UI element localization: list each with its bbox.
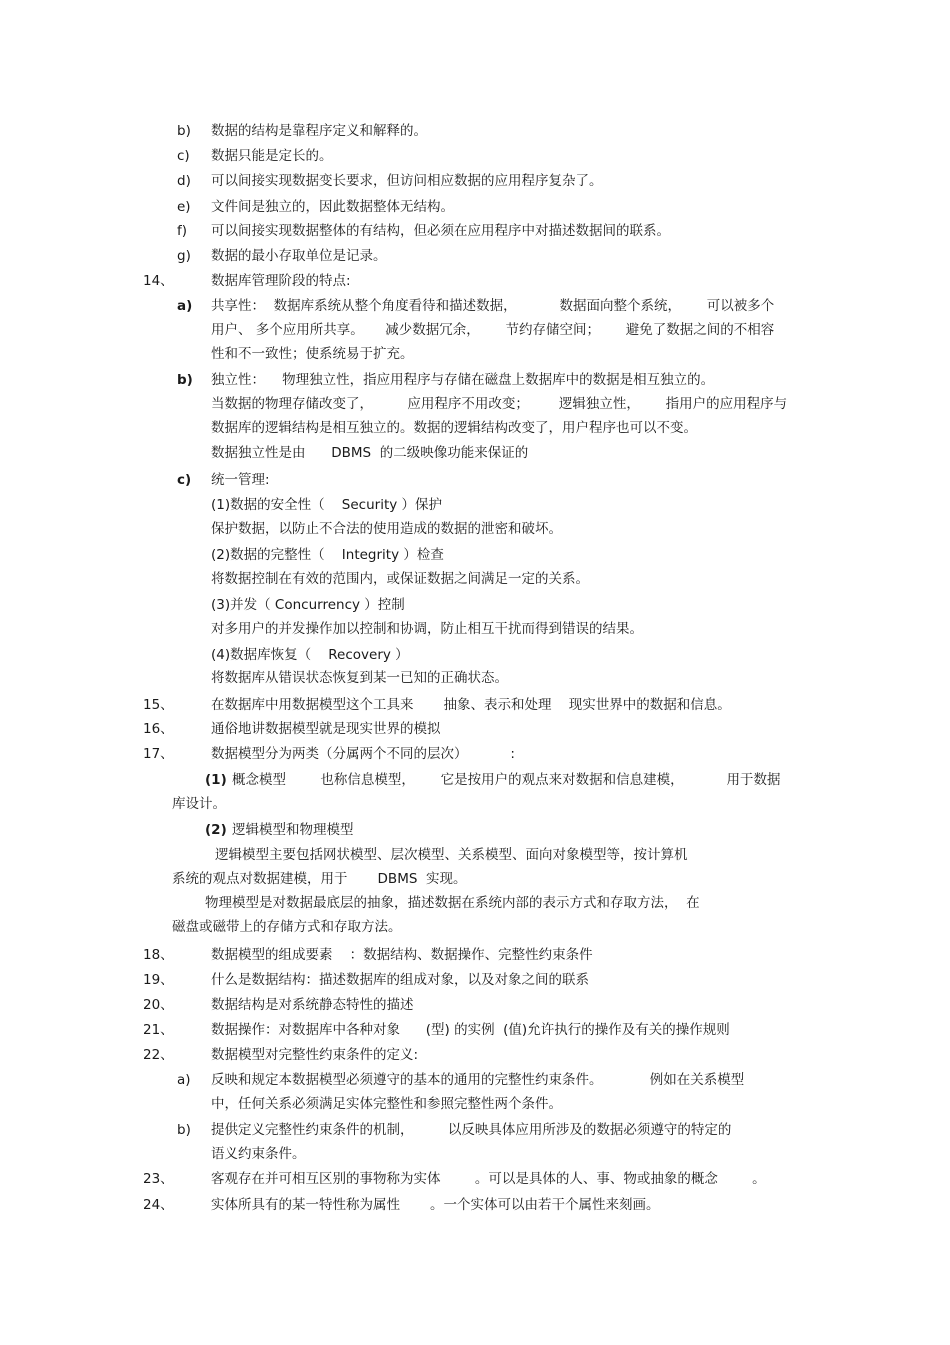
text-line: 当数据的物理存储改变了， 应用程序不用改变； 逻辑独立性， 指用户的应用程序与 — [211, 396, 788, 412]
list-marker: b) — [177, 1122, 191, 1138]
text-line: 逻辑模型和物理模型 — [232, 822, 354, 838]
text-line: 数据结构是对系统静态特性的描述 — [211, 997, 414, 1013]
list-marker: (2) — [205, 822, 227, 838]
text-line: 概念模型 也称信息模型， 它是按用户的观点来对数据和信息建模， 用于数据 — [232, 772, 781, 788]
text-line: 文件间是独立的，因此数据整体无结构。 — [211, 199, 454, 215]
list-marker: g) — [177, 248, 191, 264]
list-marker: e) — [177, 199, 191, 215]
text-line: 数据的最小存取单位是记录。 — [211, 248, 387, 264]
text-line: 可以间接实现数据整体的有结构，但必须在应用程序中对描述数据间的联系。 — [211, 223, 670, 239]
text-line: 用户、 多个应用所共享。 减少数据冗余， 节约存储空间； 避免了数据之间的不相容 — [211, 322, 775, 338]
text-line: 数据独立性是由 DBMS 的二级映像功能来保证的 — [211, 445, 529, 461]
item-number: 24、 — [143, 1197, 174, 1213]
item-number: 23、 — [143, 1171, 174, 1187]
item-number: 14、 — [143, 273, 174, 289]
text-line: 数据模型对完整性约束条件的定义: — [211, 1047, 419, 1063]
text-line: 逻辑模型主要包括网状模型、层次模型、关系模型、面向对象模型等，按计算机 — [215, 847, 688, 863]
item-number: 15、 — [143, 697, 174, 713]
list-marker: c) — [177, 148, 190, 164]
item-number: 20、 — [143, 997, 174, 1013]
text-line: (1)数据的安全性（ Security ）保护 — [211, 497, 443, 513]
text-line: 将数据控制在有效的范围内，或保证数据之间满足一定的关系。 — [211, 571, 589, 587]
text-line: 数据模型的组成要素 ：数据结构、数据操作、完整性约束条件 — [211, 947, 593, 963]
list-marker: b) — [177, 372, 193, 388]
text-line: 可以间接实现数据变长要求，但访问相应数据的应用程序复杂了。 — [211, 173, 603, 189]
item-number: 21、 — [143, 1022, 174, 1038]
text-line: 客观存在并可相互区别的事物称为实体 。可以是具体的人、事、物或抽象的概念 。 — [211, 1171, 766, 1187]
text-line: 独立性： 物理独立性，指应用程序与存储在磁盘上数据库中的数据是相互独立的。 — [211, 372, 715, 388]
text-line: 在数据库中用数据模型这个工具来 抽象、表示和处理 现实世界中的数据和信息。 — [211, 697, 731, 713]
text-line: 数据操作：对数据库中各种对象 (型) 的实例 (值)允许执行的操作及有关的操作规则 — [211, 1022, 730, 1038]
text-line: 数据库的逻辑结构是相互独立的。数据的逻辑结构改变了，用户程序也可以不变。 — [211, 420, 697, 436]
text-line: (4)数据库恢复（ Recovery ） — [211, 647, 409, 663]
text-line: 反映和规定本数据模型必须遵守的基本的通用的完整性约束条件。 例如在关系模型 — [211, 1072, 745, 1088]
item-number: 19、 — [143, 972, 174, 988]
text-line: 数据模型分为两类（分属两个不同的层次） : — [211, 746, 515, 762]
text-line: 保护数据，以防止不合法的使用造成的数据的泄密和破坏。 — [211, 521, 562, 537]
text-line: (2)数据的完整性（ Integrity ）检查 — [211, 547, 444, 563]
text-line: 统一管理: — [211, 472, 270, 488]
text-line: 系统的观点对数据建模，用于 DBMS 实现。 — [172, 871, 467, 887]
text-line: (3)并发（ Concurrency ）控制 — [211, 597, 405, 613]
text-line: 什么是数据结构：描述数据库的组成对象，以及对象之间的联系 — [211, 972, 589, 988]
text-line: 物理模型是对数据最底层的抽象，描述数据在系统内部的表示方式和存取方法， 在 — [205, 895, 700, 911]
item-number: 17、 — [143, 746, 174, 762]
list-marker: c) — [177, 472, 192, 488]
item-number: 16、 — [143, 721, 174, 737]
text-line: 通俗地讲数据模型就是现实世界的模拟 — [211, 721, 441, 737]
text-line: 对多用户的并发操作加以控制和协调，防止相互干扰而得到错误的结果。 — [211, 621, 643, 637]
text-line: 提供定义完整性约束条件的机制， 以反映具体应用所涉及的数据必须遵守的特定的 — [211, 1122, 732, 1138]
item-number: 22、 — [143, 1047, 174, 1063]
text-line: 实体所具有的某一特性称为属性 。一个实体可以由若干个属性来刻画。 — [211, 1197, 660, 1213]
list-marker: d) — [177, 173, 191, 189]
text-line: 中，任何关系必须满足实体完整性和参照完整性两个条件。 — [211, 1096, 562, 1112]
list-marker: (1) — [205, 772, 227, 788]
list-marker: a) — [177, 1072, 191, 1088]
list-marker: f) — [177, 223, 188, 239]
item-number: 18、 — [143, 947, 174, 963]
text-line: 数据的结构是靠程序定义和解释的。 — [211, 123, 427, 139]
text-line: 共享性： 数据库系统从整个角度看待和描述数据， 数据面向整个系统， 可以被多个 — [211, 298, 775, 314]
text-line: 性和不一致性；使系统易于扩充。 — [211, 346, 414, 362]
text-line: 数据库管理阶段的特点: — [211, 273, 351, 289]
text-line: 磁盘或磁带上的存储方式和存取方法。 — [172, 919, 402, 935]
text-line: 库设计。 — [172, 796, 226, 812]
text-line: 语义约束条件。 — [211, 1146, 306, 1162]
list-marker: b) — [177, 123, 191, 139]
text-line: 数据只能是定长的。 — [211, 148, 333, 164]
list-marker: a) — [177, 298, 193, 314]
text-line: 将数据库从错误状态恢复到某一已知的正确状态。 — [211, 670, 508, 686]
